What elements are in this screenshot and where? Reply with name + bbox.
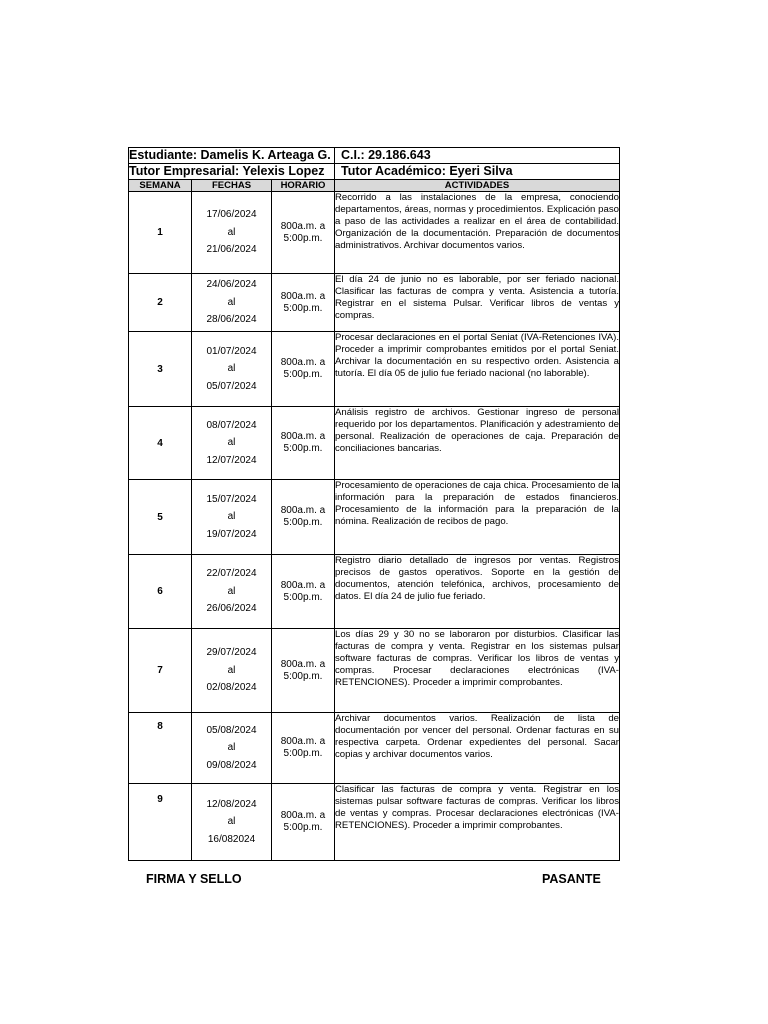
- start-date: 29/07/2024: [206, 647, 257, 659]
- schedule: 800a.m. a 5:00p.m.: [272, 784, 335, 861]
- table-row: [129, 713, 620, 784]
- activities-text: Procesar declaraciones en el portal Seniat (IVA-Retenciones IVA). Proceder a imprimir comprobantes emitidos por el portal Seniat. Archivar la documentación en su respectivo orden. Asistencia a tutoría. El día 05 de julio fue feriado nacional (no laborable).: [335, 332, 620, 407]
- end-date: 28/06/2024: [206, 314, 257, 326]
- activities-text: Recorrido a las instalaciones de la empresa, conociendo departamentos, áreas, normas y procedimientos. Explicación paso a paso de las actividades a realizar en el área de contabilidad. Organización de la documentación. Preparación de documentos administrativos. Archivar documentos varios.: [335, 192, 620, 274]
- date-range: [192, 332, 272, 407]
- table-row: [129, 555, 620, 629]
- date-separator: al: [227, 664, 236, 676]
- signature-label-left: FIRMA Y SELLO: [146, 872, 242, 886]
- date-separator: al: [227, 296, 236, 308]
- date-separator: al: [227, 585, 236, 597]
- activities-text: Registro diario detallado de ingresos por ventas. Registros precisos de gastos operativos. Soporte en la gestión de documentos, atención telefónica, archivos, procesamiento de datos. El día 24 de julio fue feriado.: [335, 555, 620, 629]
- week-number: 5: [129, 480, 192, 555]
- week-number: 3: [129, 332, 192, 407]
- column-header-hours: HORARIO: [272, 180, 335, 192]
- date-range: [192, 555, 272, 629]
- schedule: 800a.m. a 5:00p.m.: [272, 192, 335, 274]
- header-row-tutors: [129, 164, 620, 180]
- end-date: 02/08/2024: [206, 682, 257, 694]
- column-header-week: SEMANA: [129, 180, 192, 192]
- business-tutor: Tutor Empresarial: Yelexis Lopez: [129, 164, 335, 180]
- activity-log-table: [128, 147, 620, 861]
- schedule: 800a.m. a 5:00p.m.: [272, 332, 335, 407]
- start-date: 17/06/2024: [206, 209, 257, 221]
- date-range: [192, 713, 272, 784]
- schedule: 800a.m. a 5:00p.m.: [272, 713, 335, 784]
- date-range: [192, 192, 272, 274]
- table-row: [129, 407, 620, 480]
- week-number: 2: [129, 274, 192, 332]
- schedule: 800a.m. a 5:00p.m.: [272, 274, 335, 332]
- table-row: [129, 332, 620, 407]
- start-date: 22/07/2024: [206, 568, 257, 580]
- activities-text: Procesamiento de operaciones de caja chica. Procesamiento de la información para la preparación de estados financieros. Procesamiento de la información para la preparación de la nómina. Realización de recibos de pago.: [335, 480, 620, 555]
- date-range: [192, 407, 272, 480]
- date-separator: al: [227, 363, 236, 375]
- signature-label-right: PASANTE: [542, 872, 601, 886]
- date-range: [192, 784, 272, 861]
- table-row: [129, 274, 620, 332]
- table-row: [129, 192, 620, 274]
- table-row: [129, 629, 620, 713]
- header-row-student: [129, 148, 620, 164]
- schedule: 800a.m. a 5:00p.m.: [272, 407, 335, 480]
- schedule: 800a.m. a 5:00p.m.: [272, 480, 335, 555]
- end-date: 19/07/2024: [206, 528, 257, 540]
- student-id: C.I.: 29.186.643: [335, 148, 620, 164]
- date-separator: al: [227, 742, 236, 754]
- activities-text: Clasificar las facturas de compra y venta. Registrar en los sistemas pulsar software facturas de compras. Verificar los libros de ventas y compras. Procesar declaraciones electrónicas (IVA-RETENCIONES). Proceder a imprimir comprobantes.: [335, 784, 620, 861]
- column-header-dates: FECHAS: [192, 180, 272, 192]
- activities-text: El día 24 de junio no es laborable, por ser feriado nacional. Clasificar las facturas de compra y venta. Asistencia a tutoría. Registrar en el sistema Pulsar. Verificar libros de ventas y compras.: [335, 274, 620, 332]
- column-header-activities: ACTIVIDADES: [335, 180, 620, 192]
- start-date: 24/06/2024: [206, 279, 257, 291]
- student-name: Estudiante: Damelis K. Arteaga G.: [129, 148, 335, 164]
- end-date: 05/07/2024: [206, 380, 257, 392]
- week-number: 7: [129, 629, 192, 713]
- schedule: 800a.m. a 5:00p.m.: [272, 629, 335, 713]
- start-date: 15/07/2024: [206, 493, 257, 505]
- start-date: 01/07/2024: [206, 345, 257, 357]
- schedule: 800a.m. a 5:00p.m.: [272, 555, 335, 629]
- table-row: [129, 784, 620, 861]
- week-number: 9: [129, 784, 192, 861]
- end-date: 26/06/2024: [206, 603, 257, 615]
- end-date: 21/06/2024: [206, 244, 257, 256]
- activities-text: Análisis registro de archivos. Gestionar ingreso de personal requerido por los departamentos. Planificación y adestramiento de personal. Realización de operaciones de caja. Preparación de conciliaciones bancarias.: [335, 407, 620, 480]
- date-range: [192, 274, 272, 332]
- start-date: 08/07/2024: [206, 419, 257, 431]
- week-number: 1: [129, 192, 192, 274]
- date-separator: al: [227, 437, 236, 449]
- start-date: 12/08/2024: [206, 798, 257, 810]
- academic-tutor: Tutor Académico: Eyeri Silva: [335, 164, 620, 180]
- week-number: 4: [129, 407, 192, 480]
- start-date: 05/08/2024: [206, 724, 257, 736]
- activities-text: Los días 29 y 30 no se laboraron por disturbios. Clasificar las facturas de compra y venta. Registrar en los sistemas pulsar software facturas de compras. Verificar los libros de ventas y compras. Procesar declaraciones electrónicas (IVA-RETENCIONES). Proceder a imprimir comprobantes.: [335, 629, 620, 713]
- activities-text: Archivar documentos varios. Realización de lista de documentación por vencer del personal. Ordenar facturas en su respectiva carpeta. Ordenar expedientes del personal. Sacar copias y archivar documentos varios.: [335, 713, 620, 784]
- end-date: 16/082024: [207, 833, 256, 845]
- end-date: 09/08/2024: [206, 759, 257, 771]
- table-row: [129, 480, 620, 555]
- date-separator: al: [227, 816, 236, 828]
- column-header-row: [129, 180, 620, 192]
- date-range: [192, 480, 272, 555]
- date-separator: al: [227, 511, 236, 523]
- week-number: 6: [129, 555, 192, 629]
- date-range: [192, 629, 272, 713]
- week-number: 8: [129, 713, 192, 784]
- date-separator: al: [227, 226, 236, 238]
- end-date: 12/07/2024: [206, 454, 257, 466]
